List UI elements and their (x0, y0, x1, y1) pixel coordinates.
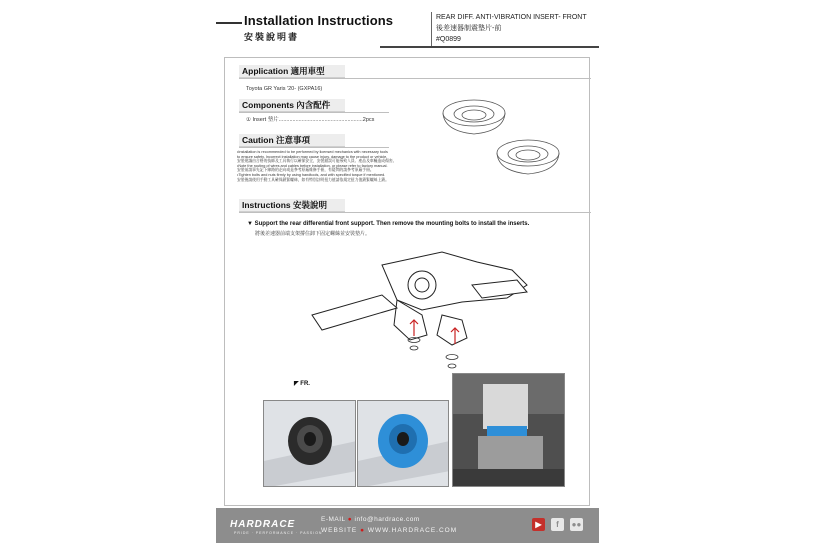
footer-email (321, 516, 420, 523)
vehicle-text: Toyota GR Yaris '20- (GXPA16) (246, 86, 323, 92)
caution-heading: Caution 注意事項 (239, 134, 345, 147)
bullet-icon: ● (360, 527, 366, 534)
email-link[interactable]: info@hardrace.com (354, 516, 420, 523)
brand-tagline: PRIDE · PERFORMANCE · PASSION (234, 531, 323, 535)
footer-bar (216, 508, 599, 543)
caution-line: 安裝後請使用手動工具確保鎖緊螺絲，如有特別註明扭力值請依規定扭力值鎖緊螺絲上鎖。 (237, 177, 389, 182)
product-name-zh: 後差速器制震墊片-前 (436, 25, 502, 32)
part-number: #Q0899 (436, 36, 461, 43)
section-rule (239, 212, 591, 213)
footer-website (321, 527, 457, 534)
photo-original-bushing (263, 400, 356, 487)
brand-logo: HARDRACE (230, 519, 296, 530)
wechat-icon[interactable]: ●● (571, 520, 582, 529)
instruction-sheet (216, 0, 599, 543)
section-rule (239, 147, 389, 148)
application-heading: Application 適用車型 (239, 65, 345, 78)
caution-line: 安裝前請事先記下線路的走向或是參考原廠維修手冊，有疑問的請參考原廠手冊。 (237, 168, 374, 173)
header-rule-mid (380, 46, 599, 48)
photo-insert-installed (357, 400, 449, 487)
instruction-step-zh: 將後差速器前端支架撐住卸下固定螺絲並安裝墊片。 (255, 231, 371, 237)
header-divider (431, 12, 432, 46)
product-info (436, 12, 587, 45)
header-rule-left (216, 22, 242, 24)
components-heading: Components 內含配件 (239, 99, 345, 112)
instruction-step: ▼ Support the rear differential front support. Then remove the mounting bolts to install the inserts. (247, 221, 530, 227)
page-title-zh: 安裝說明書 (244, 32, 300, 42)
component-item: ① Insert 墊片.......................................................2pcs (246, 117, 375, 123)
section-rule (239, 112, 389, 113)
section-rule (239, 78, 591, 79)
product-name: REAR DIFF. ANTI-VIBRATION INSERT- FRONT (436, 14, 587, 21)
caution-line: 安裝建議由合格的技師及工具執行以確保安全，安裝錯誤可能導致人員、產品及車輛造成傷害。 (237, 159, 397, 164)
caution-line: •Note the routing of wires and cables before installation, or please refer to factory manual. (237, 163, 388, 168)
caution-line: •Installation is recommended to be performed by licensed mechanics with necessary tools (237, 150, 388, 154)
website-label: WEBSITE (321, 527, 358, 534)
bullet-icon: ● (347, 516, 353, 523)
fr-arrow-label (294, 380, 310, 387)
differential-diagram (302, 240, 542, 375)
fr-label: FR. (300, 381, 310, 387)
website-link[interactable]: WWW.HARDRACE.COM (367, 527, 458, 534)
caution-text (237, 150, 437, 182)
arrow-left-icon: ◤ (294, 381, 299, 387)
insert-drawing (441, 93, 561, 185)
caution-line: •Tighten bolts and nuts firmly by using handtools, and with specified torque if mentioned. (237, 172, 386, 177)
instructions-heading: Instructions 安裝說明 (239, 199, 345, 212)
email-label: E-MAIL (321, 516, 346, 523)
page-title: Installation Instructions (244, 13, 394, 28)
youtube-icon[interactable]: ▶ (532, 518, 545, 531)
photo-vehicle-installation (452, 373, 565, 487)
facebook-icon[interactable]: f (551, 518, 564, 531)
caution-line: to ensure safety. Incorrect installation may cause injury, damage to the product or vehicle. (237, 154, 388, 159)
